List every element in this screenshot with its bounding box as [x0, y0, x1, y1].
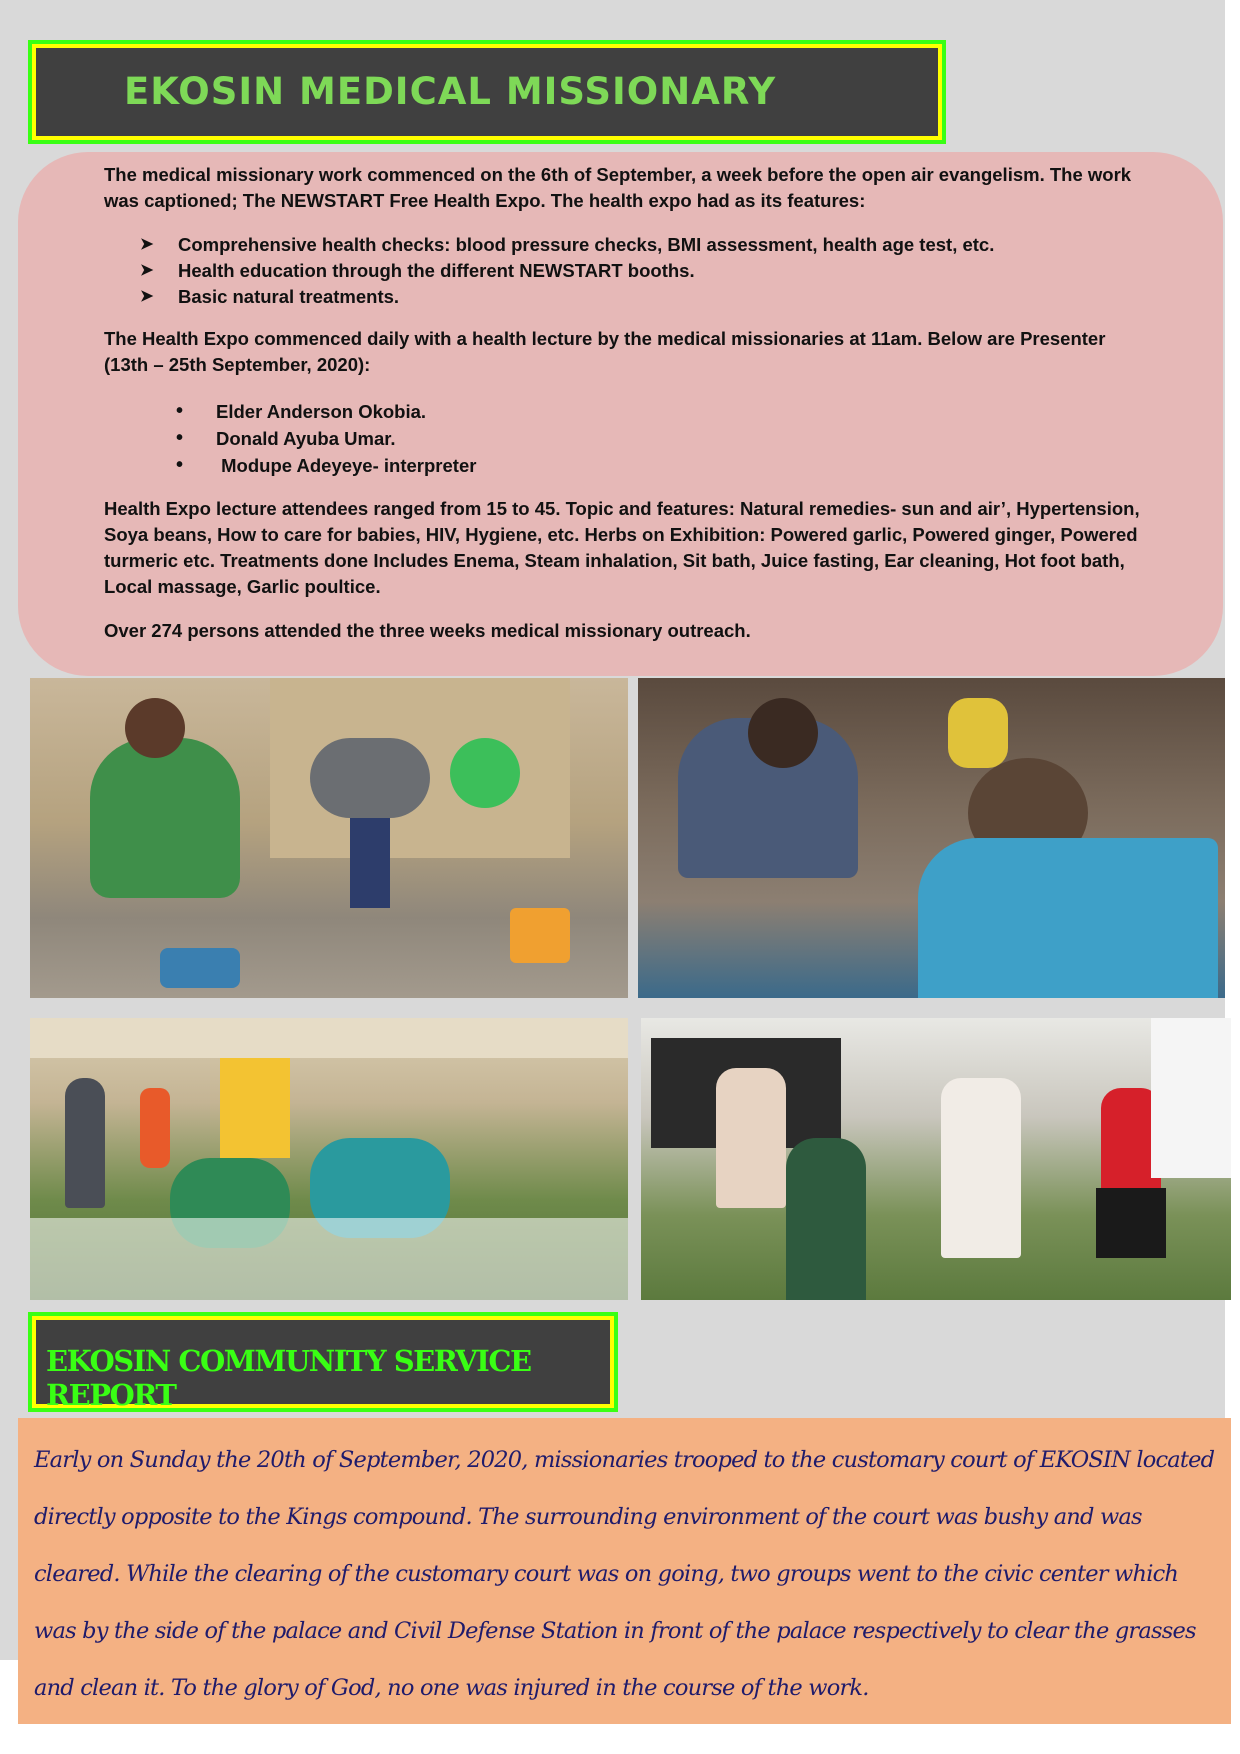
dot-bullet-icon: • [176, 427, 184, 449]
photo-outdoor-presentation [641, 1018, 1231, 1300]
presenter-item: • Donald Ayuba Umar. [176, 425, 476, 452]
attendance-details-paragraph: Health Expo lecture attendees ranged from 15 to 45. Topic and features: Natural remedies- sun and air’, Hypertension, Soya beans, How to care for babies, HIV, Hygiene, etc. Herbs on Exhibition: Powered garlic, Powered ginger, Powered turmeric etc. Treatments done Includes Enema, Steam inhalation, Sit bath, Juice fasting, Ear cleaning, Hot foot bath, Local massage, Garlic poultice. [104, 498, 1140, 597]
presenter-item: • Elder Anderson Okobia. [176, 398, 476, 425]
dot-bullet-icon: • [176, 400, 184, 422]
lecture-intro-paragraph: The Health Expo commenced daily with a health lecture by the medical missionaries at 11am. Below are Presenter (13th – 25th September, 2020): [104, 328, 1106, 375]
feature-item: ➤ Health education through the different NEWSTART booths. [140, 258, 994, 284]
dot-bullet-icon: • [176, 454, 184, 476]
features-list [140, 232, 994, 310]
arrowhead-bullet-icon: ➤ [140, 262, 154, 279]
community-section-title: EKOSIN COMMUNITY SERVICE REPORT [46, 1344, 531, 1412]
medical-section-title: EKOSIN MEDICAL MISSIONARY [124, 70, 777, 113]
photo-eye-examination [638, 678, 1225, 998]
photo-health-lecture [30, 1018, 628, 1300]
photo-foot-treatment [30, 678, 628, 998]
presenter-item: • Modupe Adeyeye- interpreter [176, 452, 476, 479]
attendance-summary: Over 274 persons attended the three weeks medical missionary outreach. [104, 620, 751, 641]
arrowhead-bullet-icon: ➤ [140, 288, 154, 305]
feature-item: ➤ Comprehensive health checks: blood pressure checks, BMI assessment, health age test, etc. [140, 232, 994, 258]
presenters-list [176, 398, 476, 479]
arrowhead-bullet-icon: ➤ [140, 236, 154, 253]
community-title-banner [28, 1312, 618, 1412]
medical-title-banner [28, 40, 946, 144]
medical-intro-paragraph: The medical missionary work commenced on the 6th of September, a week before the open air evangelism. The work was captioned; The NEWSTART Free Health Expo. The health expo had as its features: [104, 164, 1132, 211]
feature-item: ➤ Basic natural treatments. [140, 284, 994, 310]
community-report-text: Early on Sunday the 20th of September, 2020, missionaries trooped to the customary court of EKOSIN located directly opposite to the Kings compound. The surrounding environment of the court was bushy and was cleared. While the clearing of the customary court was on going, two groups went to the civic center which was by the side of the palace and Civil Defense Station in front of the palace respectively to clear the grasses and clean it. To the glory of God, no one was injured in the course of the work. [34, 1447, 1215, 1701]
